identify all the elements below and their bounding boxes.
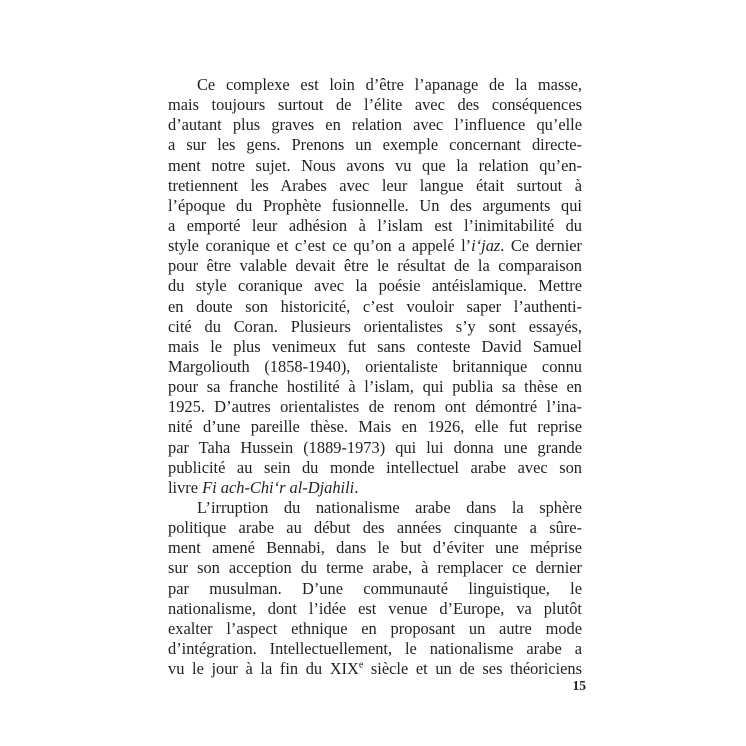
- book-title: Fi ach-Chi‘r al-Djahili: [202, 477, 355, 497]
- text-line: nité d’une pareille thèse. Mais en 1926, elle fut reprise: [168, 417, 582, 437]
- text-line: tretiennent les Arabes avec leur langue était surtout à: [168, 175, 582, 195]
- text-line: ment amené Bennabi, dans le but d’éviter une méprise: [168, 538, 582, 558]
- text-line: a emporté leur adhésion à l’islam est l’inimitabilité du: [168, 215, 582, 235]
- text-line: sur son acception du terme arabe, à remplacer ce dernier: [168, 558, 582, 578]
- text-line: ment notre sujet. Nous avons vu que la relation qu’en-: [168, 155, 582, 175]
- text-line: exalter l’aspect ethnique en proposant un autre mode: [168, 618, 582, 638]
- text-line: a sur les gens. Prenons un exemple concernant directe-: [168, 135, 582, 155]
- text-line: publicité au sein du monde intellectuel arabe avec son: [168, 457, 582, 477]
- text-line: nationalisme, dont l’idée est venue d’Europe, va plutôt: [168, 598, 582, 618]
- text-line: 1925. D’autres orientalistes de renom ont démontré l’ina-: [168, 397, 582, 417]
- text-line: pour être valable devait être le résultat de la comparaison: [168, 256, 582, 276]
- text-line: Margoliouth (1858-1940), orientaliste britannique connu: [168, 356, 582, 376]
- paragraph-2: [168, 498, 582, 679]
- paragraph-1: [168, 75, 582, 498]
- text-line: vu le jour à la fin du XIXe siècle et un de ses théoriciens: [168, 659, 582, 679]
- text-line: cité du Coran. Plusieurs orientalistes s’y sont essayés,: [168, 316, 582, 336]
- body-text: [168, 75, 582, 679]
- text-line: d’intégration. Intellectuellement, le nationalisme arabe a: [168, 638, 582, 658]
- page-number: 15: [572, 678, 586, 693]
- text-line: d’autant plus graves en relation avec l’influence qu’elle: [168, 115, 582, 135]
- text-line: mais le plus venimeux fut sans conteste David Samuel: [168, 336, 582, 356]
- text-line: en doute son historicité, c’est vouloir saper l’authenti-: [168, 296, 582, 316]
- century-superscript: e: [358, 659, 364, 671]
- text-line: par musulman. D’une communauté linguistique, le: [168, 578, 582, 598]
- text-line: pour sa franche hostilité à l’islam, qui publia sa thèse en: [168, 377, 582, 397]
- text-line: du style coranique avec la poésie antéislamique. Mettre: [168, 276, 582, 296]
- text-line: L’irruption du nationalisme arabe dans la sphère: [197, 497, 582, 517]
- text-line: livre Fi ach-Chi‘r al-Djahili.: [168, 477, 359, 497]
- text-line: Ce complexe est loin d’être l’apanage de la masse,: [197, 75, 582, 94]
- text-line: l’époque du Prophète fusionnelle. Un des arguments qui: [168, 195, 582, 215]
- text-line: par Taha Hussein (1889-1973) qui lui donna une grande: [168, 437, 582, 457]
- text-line: mais toujours surtout de l’élite avec des conséquences: [168, 95, 582, 115]
- italic-term: i‘jaz: [471, 236, 501, 256]
- text-line: style coranique et c’est ce qu’on a appelé l’i‘jaz. Ce dernier: [168, 236, 582, 256]
- text-line: politique arabe au début des années cinquante a sûre-: [168, 518, 582, 538]
